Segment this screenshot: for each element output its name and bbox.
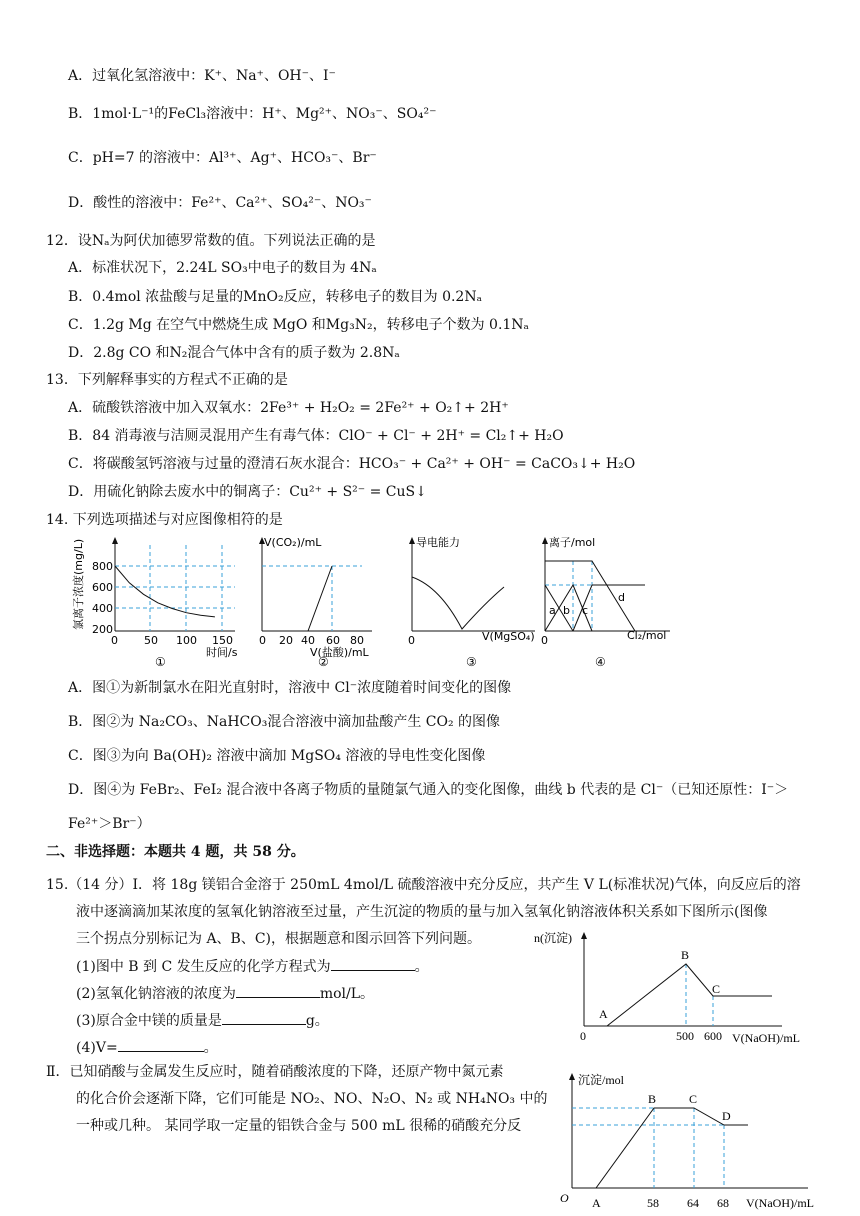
answer-blank-1[interactable] xyxy=(331,956,415,971)
fig2-xtick: 20 xyxy=(279,634,293,647)
q15-sub2-end: mol/L。 xyxy=(319,986,375,1002)
q15-sub1-end: 。 xyxy=(414,959,429,975)
q13-option-d: D．用硫化钠除去废水中的铜离子：Cu²⁺ + S²⁻ = CuS↓ xyxy=(68,484,427,500)
fig3-curve xyxy=(412,577,504,629)
q15-sub4-end: 。 xyxy=(203,1040,218,1056)
fig2-xlabel: V(盐酸)/mL xyxy=(310,646,369,659)
q11-option-a: A．过氧化氢溶液中：K⁺、Na⁺、OH⁻、I⁻ xyxy=(68,68,336,84)
answer-blank-3[interactable] xyxy=(222,1010,306,1025)
q14-option-b: B．图②为 Na₂CO₃、NaHCO₃混合溶液中滴加盐酸产生 CO₂ 的图像 xyxy=(68,714,501,730)
q15-sub2-text: (2)氢氧化钠溶液的浓度为 xyxy=(76,986,236,1002)
fig4-xlabel: Cl₂/mol xyxy=(627,629,667,642)
chart2-xtick-a: A xyxy=(592,1196,601,1210)
fig4-caption: ④ xyxy=(595,655,606,669)
q15-part2-line-3: 一种或几种。 某同学取一定量的铝铁合金与 500 mL 很稀的硝酸充分反 xyxy=(76,1118,522,1134)
chart2-xtick: 68 xyxy=(717,1196,729,1210)
q15-line-2: 液中逐滴滴加某浓度的氢氧化钠溶液至过量，产生沉淀的物质的量与加入氢氧化钠溶液体积关系如下图所示(图像 xyxy=(76,904,768,920)
fig4-ylabel: 离子/mol xyxy=(549,536,596,549)
figure-4 xyxy=(535,535,680,670)
chart1-xlabel: V(NaOH)/mL xyxy=(732,1031,800,1045)
q15-sub1 xyxy=(76,956,429,977)
figure-2 xyxy=(250,535,385,670)
fig1-caption: ① xyxy=(155,655,166,669)
fig3-ylabel: 导电能力 xyxy=(416,536,460,549)
section-heading: 二、非选择题：本题共 4 题，共 58 分。 xyxy=(46,844,305,860)
fig4-label-b: b xyxy=(563,604,570,617)
chart1-xtick: 500 xyxy=(676,1029,694,1043)
fig2-xtick: 60 xyxy=(326,634,340,647)
q15-line-3: 三个拐点分别标记为 A、B、C)，根据题意和图示回答下列问题。 xyxy=(76,931,482,947)
chart2-point-b: B xyxy=(648,1092,657,1106)
fig4-label-d: d xyxy=(618,591,625,604)
fig4-label-c: c xyxy=(582,604,589,617)
chart1-line xyxy=(584,964,772,1026)
chart2-xlabel: V(NaOH)/mL xyxy=(746,1196,814,1210)
fig3-caption: ③ xyxy=(466,655,477,669)
q14-stem: 14. 下列选项描述与对应图像相符的是 xyxy=(46,512,283,528)
q14-option-d-cont: Fe²⁺＞Br⁻） xyxy=(68,816,151,832)
q11-option-b: B．1mol·L⁻¹的FeCl₃溶液中：H⁺、Mg²⁺、NO₃⁻、SO₄²⁻ xyxy=(68,106,437,122)
q15-part2-line-1: Ⅱ．已知硝酸与金属发生反应时，随着硝酸浓度的下降，还原产物中氮元素 xyxy=(46,1064,504,1080)
q15-sub4-text: (4)V= xyxy=(76,1040,118,1056)
fig2-xtick: 80 xyxy=(350,634,364,647)
q11-option-c: C．pH=7 的溶液中：Al³⁺、Ag⁺、HCO₃⁻、Br⁻ xyxy=(68,150,377,166)
fig4-label-a: a xyxy=(549,604,556,617)
fig1-ylabel: 氯离子浓度(mg/L) xyxy=(72,538,85,630)
q12-option-d: D．2.8g CO 和N₂混合气体中含有的质子数为 2.8Nₐ xyxy=(68,345,400,361)
chart1-point-c: C xyxy=(712,982,721,996)
q15-sub3-text: (3)原合金中镁的质量是 xyxy=(76,1013,222,1029)
figure-3 xyxy=(400,535,540,670)
q12-option-c: C．1.2g Mg 在空气中燃烧生成 MgO 和Mg₃N₂，转移电子个数为 0.1Nₐ xyxy=(68,317,529,333)
fig1-xtick: 150 xyxy=(212,634,233,647)
chart2-xtick: 58 xyxy=(647,1196,659,1210)
chart1-ylabel: n(沉淀) xyxy=(534,931,572,945)
fig1-xtick: 50 xyxy=(144,634,158,647)
q13-stem: 13．下列解释事实的方程式不正确的是 xyxy=(46,372,288,388)
fig3-xlabel: V(MgSO₄) xyxy=(482,630,535,643)
chart1-origin: 0 xyxy=(580,1029,586,1043)
chart2-xtick: 64 xyxy=(687,1196,699,1210)
fig2-xtick: 40 xyxy=(301,634,315,647)
q15-sub4 xyxy=(76,1037,218,1058)
fig2-caption: ② xyxy=(318,655,329,669)
q14-option-d: D．图④为 FeBr₂、FeI₂ 混合液中各离子物质的量随氯气通入的变化图像，曲线 b 代表的是 Cl⁻（已知还原性：I⁻＞ xyxy=(68,782,789,798)
q15-sub2 xyxy=(76,983,374,1004)
q12-option-a: A．标准状况下，2.24L SO₃中电子的数目为 4Nₐ xyxy=(68,260,377,276)
chart1-xtick: 600 xyxy=(704,1029,722,1043)
q11-option-d: D．酸性的溶液中：Fe²⁺、Ca²⁺、SO₄²⁻、NO₃⁻ xyxy=(68,195,372,211)
q14-option-a: A．图①为新制氯水在阳光直射时，溶液中 Cl⁻浓度随着时间变化的图像 xyxy=(68,680,512,696)
chart1-point-b: B xyxy=(681,948,690,962)
q15-part2-line-2: 的化合价会逐渐下降，它们可能是 NO₂、NO、N₂O、N₂ 或 NH₄NO₃ 中的 xyxy=(76,1091,548,1107)
fig1-xtick: 100 xyxy=(176,634,197,647)
q15-sub1-text: (1)图中 B 到 C 发生反应的化学方程式为 xyxy=(76,959,331,975)
q15-line-1: 15.（14 分）Ⅰ．将 18g 镁铝合金溶于 250mL 4mol/L 硫酸溶液中充分反应，共产生 V L(标准状况)气体，向反应后的溶 xyxy=(46,877,801,893)
fig1-xlabel: 时间/s xyxy=(206,646,238,659)
q12-stem: 12．设Nₐ为阿伏加德罗常数的值。下列说法正确的是 xyxy=(46,233,376,249)
q15-chart-1 xyxy=(532,930,832,1045)
fig1-curve xyxy=(115,566,215,617)
fig1-ytick: 400 xyxy=(92,602,113,615)
chart1-point-a: A xyxy=(599,1007,608,1021)
figure-1 xyxy=(70,535,250,670)
chart2-ylabel: 沉淀/mol xyxy=(578,1073,625,1087)
chart2-point-c: C xyxy=(689,1092,698,1106)
fig2-ylabel: V(CO₂)/mL xyxy=(264,536,322,549)
fig2-line xyxy=(262,566,332,631)
q12-option-b: B．0.4mol 浓盐酸与足量的MnO₂反应，转移电子的数目为 0.2Nₐ xyxy=(68,289,482,305)
fig1-ytick: 200 xyxy=(92,623,113,636)
fig2-xtick: 0 xyxy=(259,634,266,647)
fig3-origin: 0 xyxy=(408,634,415,647)
q15-sub3-end: g。 xyxy=(305,1013,329,1029)
fig1-xtick: 0 xyxy=(111,634,118,647)
q15-chart-2 xyxy=(556,1070,846,1214)
answer-blank-2[interactable] xyxy=(236,983,320,998)
fig4-origin: 0 xyxy=(541,634,548,647)
q15-sub3 xyxy=(76,1010,329,1031)
chart2-origin: O xyxy=(560,1191,569,1205)
q13-option-b: B．84 消毒液与洁厕灵混用产生有毒气体：ClO⁻ + Cl⁻ + 2H⁺ = Cl₂↑+ H₂O xyxy=(68,428,564,444)
chart2-point-d: D xyxy=(722,1109,731,1123)
q13-option-c: C．将碳酸氢钙溶液与过量的澄清石灰水混合：HCO₃⁻ + Ca²⁺ + OH⁻ = CaCO₃↓+ H₂O xyxy=(68,456,636,472)
q13-option-a: A．硫酸铁溶液中加入双氧水：2Fe³⁺ + H₂O₂ = 2Fe²⁺ + O₂↑+ 2H⁺ xyxy=(68,400,509,416)
q14-option-c: C．图③为向 Ba(OH)₂ 溶液中滴加 MgSO₄ 溶液的导电性变化图像 xyxy=(68,748,486,764)
fig1-ytick: 600 xyxy=(92,581,113,594)
answer-blank-4[interactable] xyxy=(118,1037,204,1052)
fig1-ytick: 800 xyxy=(92,560,113,573)
